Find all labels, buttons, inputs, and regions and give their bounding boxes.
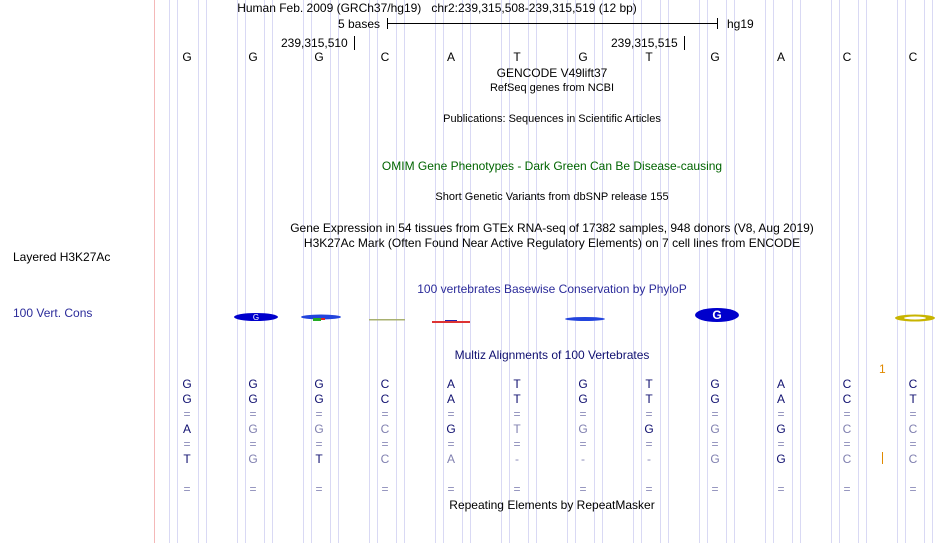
base-guide-line xyxy=(734,0,735,543)
base-guide-line xyxy=(924,0,925,543)
alignment-base: C xyxy=(908,452,918,466)
alignment-base: = xyxy=(843,407,851,421)
base-guide-line xyxy=(237,0,238,543)
alignment-base: G xyxy=(776,452,786,466)
coordinate-tick-right xyxy=(684,36,685,50)
conservation-logo-g9 xyxy=(695,308,739,322)
scale-bar xyxy=(387,23,718,24)
alignment-base: = xyxy=(315,482,323,496)
conservation-logo-a5-cap xyxy=(445,320,457,321)
alignment-base: C xyxy=(842,452,852,466)
alignment-base: T xyxy=(513,377,521,391)
base-letter: C xyxy=(842,50,852,64)
base-guide-line xyxy=(866,0,867,543)
alignment-base: A xyxy=(446,377,455,391)
assembly-name: Human Feb. 2009 (GRCh37/hg19) xyxy=(237,1,422,15)
alignment-base: = xyxy=(513,437,521,451)
alignment-base: = xyxy=(645,407,653,421)
coordinate-tick-left xyxy=(354,36,355,50)
alignment-base: C xyxy=(380,452,390,466)
db-name: hg19 xyxy=(727,17,754,31)
conservation-logo-a5 xyxy=(432,321,470,323)
alignment-base: = xyxy=(579,482,587,496)
alignment-base: = xyxy=(909,437,917,451)
alignment-base: = xyxy=(447,482,455,496)
base-guide-line xyxy=(303,0,304,543)
base-guide-line xyxy=(169,0,170,543)
label-separator xyxy=(154,0,155,543)
alignment-base: = xyxy=(777,437,785,451)
alignment-base: G xyxy=(710,452,720,466)
dbsnp-track-title[interactable]: Short Genetic Variants from dbSNP release 155 xyxy=(435,191,669,203)
omim-track-title[interactable]: OMIM Gene Phenotypes - Dark Green Can Be Disease-causing xyxy=(381,159,723,173)
base-guide-line xyxy=(198,0,199,543)
alignment-base: = xyxy=(843,437,851,451)
base-letter: C xyxy=(908,50,918,64)
conservation-logo-c12 xyxy=(895,315,935,322)
base-guide-line xyxy=(726,0,727,543)
alignment-base: = xyxy=(447,407,455,421)
svg-text:G: G xyxy=(252,313,260,322)
alignment-base: A xyxy=(446,392,455,406)
publications-track-title[interactable]: Publications: Sequences in Scientific Articles xyxy=(443,113,661,125)
alignment-base: T xyxy=(513,422,521,436)
alignment-base: G xyxy=(248,452,258,466)
alignment-base: C xyxy=(380,377,390,391)
alignment-base: - xyxy=(581,452,585,466)
base-letter: G xyxy=(314,50,324,64)
conservation-logo-g2 xyxy=(301,315,341,322)
base-guide-line xyxy=(897,0,898,543)
vert-cons-label[interactable]: 100 Vert. Cons xyxy=(13,306,93,320)
gtex-track-title[interactable]: Gene Expression in 54 tissues from GTEx RNA-seq of 17382 samples, 948 donors (V8, Aug 2019) xyxy=(290,221,814,235)
svg-text:G: G xyxy=(712,308,722,322)
base-guide-line xyxy=(765,0,766,543)
base-guide-line xyxy=(177,0,178,543)
alignment-base: = xyxy=(909,407,917,421)
alignment-base: = xyxy=(249,482,257,496)
alignment-base: = xyxy=(843,482,851,496)
base-guide-line xyxy=(660,0,661,543)
alignment-base: G xyxy=(644,422,654,436)
alignment-base: = xyxy=(183,407,191,421)
alignment-base: = xyxy=(513,482,521,496)
alignment-base: C xyxy=(842,392,852,406)
alignment-base: = xyxy=(513,407,521,421)
alignment-base: = xyxy=(315,407,323,421)
conservation-logo xyxy=(155,300,950,330)
alignment-base: G xyxy=(710,377,720,391)
window-position-value: chr2:239,315,508-239,315,519 (12 bp) xyxy=(431,1,637,15)
alignment-base: = xyxy=(909,482,917,496)
base-guide-line xyxy=(470,0,471,543)
alignment-base: = xyxy=(381,407,389,421)
base-guide-line xyxy=(462,0,463,543)
alignment-base: C xyxy=(380,392,390,406)
alignment-base: = xyxy=(315,437,323,451)
alignment-base: G xyxy=(314,377,324,391)
chicken-insertion-mark xyxy=(882,452,883,464)
alignment-base: G xyxy=(578,377,588,391)
conservation-logo-g7 xyxy=(565,317,605,321)
layered-h3k27ac-label[interactable]: Layered H3K27Ac xyxy=(13,250,111,264)
alignment-base: = xyxy=(711,437,719,451)
alignment-base: T xyxy=(183,452,191,466)
alignment-base: C xyxy=(842,377,852,391)
alignment-base: = xyxy=(381,482,389,496)
scale-text: 5 bases xyxy=(338,17,381,31)
alignment-base: - xyxy=(515,452,519,466)
alignment-base: = xyxy=(645,437,653,451)
base-letter: G xyxy=(710,50,720,64)
alignment-base: = xyxy=(579,407,587,421)
base-letter: G xyxy=(578,50,588,64)
base-letter: T xyxy=(645,50,653,64)
alignment-base: G xyxy=(710,422,720,436)
coordinate-label-left: 239,315,510 xyxy=(281,36,348,50)
alignment-base: G xyxy=(578,392,588,406)
base-guide-line xyxy=(633,0,634,543)
base-guide-line xyxy=(338,0,339,543)
alignment-base: T xyxy=(645,377,653,391)
alignment-base: G xyxy=(248,392,258,406)
base-guide-line xyxy=(435,0,436,543)
base-letter: G xyxy=(182,50,192,64)
alignment-base: = xyxy=(645,482,653,496)
h3k27ac-track-title[interactable]: H3K27Ac Mark (Often Found Near Active Regulatory Elements) on 7 cell lines from ENCODE xyxy=(303,236,801,250)
alignment-base: = xyxy=(777,407,785,421)
gaps-count-mark: 1 xyxy=(879,362,886,376)
conservation-logo-g1 xyxy=(234,313,278,322)
base-guide-line xyxy=(800,0,801,543)
alignment-base: = xyxy=(183,437,191,451)
window-position-text xyxy=(237,1,637,15)
base-guide-line xyxy=(396,0,397,543)
alignment-base: G xyxy=(314,392,324,406)
alignment-base: G xyxy=(182,392,192,406)
track-label-panel xyxy=(0,0,154,543)
base-letter: A xyxy=(776,50,785,64)
alignment-base: A xyxy=(776,377,785,391)
base-guide-line xyxy=(699,0,700,543)
alignment-base: G xyxy=(446,422,456,436)
alignment-base: A xyxy=(446,452,455,466)
alignment-base: T xyxy=(315,452,323,466)
alignment-base: T xyxy=(513,392,521,406)
alignment-base: C xyxy=(380,422,390,436)
base-guide-line xyxy=(264,0,265,543)
alignment-base: = xyxy=(249,407,257,421)
scale-bar-right-tick xyxy=(717,18,718,29)
alignment-base: A xyxy=(182,422,191,436)
alignment-base: G xyxy=(578,422,588,436)
base-guide-line xyxy=(668,0,669,543)
alignment-base: = xyxy=(447,437,455,451)
alignment-base: G xyxy=(248,377,258,391)
alignment-base: T xyxy=(645,392,653,406)
base-guide-line xyxy=(369,0,370,543)
conservation-logo-g3 xyxy=(369,319,405,321)
base-letter: T xyxy=(513,50,521,64)
repeatmasker-track-title[interactable]: Repeating Elements by RepeatMasker xyxy=(449,498,655,512)
alignment-base: G xyxy=(314,422,324,436)
alignment-base: T xyxy=(909,392,917,406)
base-guide-line xyxy=(404,0,405,543)
base-guide-line xyxy=(858,0,859,543)
alignment-base: = xyxy=(249,437,257,451)
base-guide-line xyxy=(792,0,793,543)
alignment-base: - xyxy=(647,452,651,466)
base-guide-line xyxy=(206,0,207,543)
base-letter: C xyxy=(380,50,390,64)
conservation-track-title[interactable]: 100 vertebrates Basewise Conservation by PhyloP xyxy=(417,282,687,296)
alignment-base: C xyxy=(842,422,852,436)
alignment-base: C xyxy=(908,422,918,436)
alignment-base: = xyxy=(777,482,785,496)
base-guide-line xyxy=(272,0,273,543)
alignment-base: G xyxy=(776,422,786,436)
base-guide-line xyxy=(932,0,933,543)
base-letter: A xyxy=(446,50,455,64)
track-data-area[interactable] xyxy=(155,0,950,543)
alignment-base: = xyxy=(579,437,587,451)
base-guide-line xyxy=(330,0,331,543)
coordinate-label-right: 239,315,515 xyxy=(611,36,678,50)
gencode-track-title[interactable]: GENCODE V49lift37 xyxy=(496,66,608,80)
alignment-base: = xyxy=(711,482,719,496)
alignment-base: G xyxy=(710,392,720,406)
base-letter: G xyxy=(248,50,258,64)
alignment-base: = xyxy=(711,407,719,421)
alignment-base: G xyxy=(248,422,258,436)
base-guide-line xyxy=(831,0,832,543)
refseq-track-subtitle[interactable]: RefSeq genes from NCBI xyxy=(489,82,615,94)
alignment-base: G xyxy=(182,377,192,391)
alignment-base: A xyxy=(776,392,785,406)
alignment-base: = xyxy=(381,437,389,451)
multiz-track-title[interactable]: Multiz Alignments of 100 Vertebrates xyxy=(454,348,650,362)
alignment-base: = xyxy=(183,482,191,496)
alignment-base: C xyxy=(908,377,918,391)
